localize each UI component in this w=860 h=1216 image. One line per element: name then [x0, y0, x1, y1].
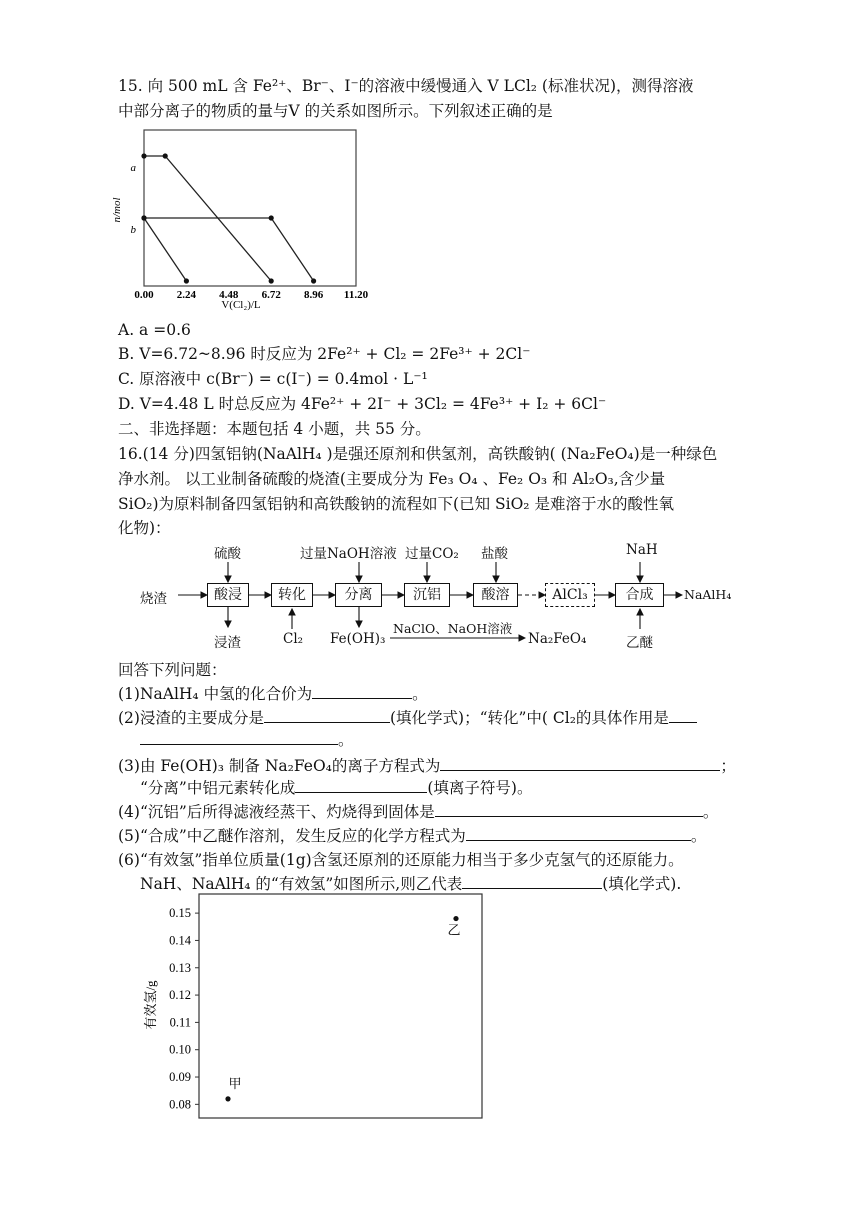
chart1-ylabel: n/mol: [111, 197, 123, 223]
point-label-0: 甲: [228, 1075, 242, 1091]
q16-3: (3)由 Fe(OH)₃ 制备 Na₂FeO₄的离子方程式为 ；: [118, 757, 736, 775]
xtick-2: 4.48: [219, 289, 239, 301]
flow-box-conversion: 转化: [271, 583, 313, 607]
q16-3-blank-a[interactable]: [440, 756, 720, 771]
series-line-1: [144, 218, 186, 281]
flow-start: 烧渣: [140, 591, 167, 607]
point-label-1: 乙: [447, 922, 461, 938]
xtick-5: 11.20: [343, 289, 368, 301]
ytick-a: a: [130, 162, 136, 174]
xtick-3: 6.72: [261, 289, 281, 301]
q16-5-text: (5)“合成”中乙醚作溶剂，发生反应的化学方程式为: [118, 827, 466, 845]
q15-line1: 15. 向 500 mL 含 Fe²⁺、Br⁻、I⁻的溶液中缓慢通入 V LCl₂ (标准状况)，测得溶液: [118, 77, 694, 95]
q16-2-blank-a[interactable]: [264, 708, 390, 723]
ytick-label-3: 0.11: [169, 1015, 191, 1030]
xtick-0: 0.00: [134, 289, 154, 301]
flow-branch-product: Na₂FeO₄: [528, 631, 587, 647]
flow-reagent-naoh: 过量NaOH溶液: [300, 546, 397, 562]
q16-6-text-b: NaH、NaAlH₄ 的“有效氢”如图所示,则乙代表: [140, 875, 463, 893]
flow-reagent-sulfuric-acid: 硫酸: [214, 546, 241, 562]
q16-5-blank[interactable]: [466, 826, 691, 841]
flow-residue: 浸渣: [214, 635, 241, 651]
flow-box-acid-leach: 酸浸: [207, 583, 249, 607]
ytick-label-2: 0.10: [169, 1042, 191, 1057]
chart-ion-amount: [108, 126, 368, 311]
q16-2: [118, 708, 697, 728]
q16-line1: 16.(14 分)四氢铝钠(NaAlH₄ )是强还原剂和供氢剂，高铁酸钠( (Na₂FeO₄)是一种绿色: [118, 445, 718, 463]
chart2-ylabel: 有效氢/g: [143, 980, 158, 1030]
q16-2-text-b: (填化学式)；“转化”中( Cl₂的具体作用是: [389, 709, 669, 727]
q16-2-cont: 。: [140, 730, 354, 750]
series-1-point-1: [184, 278, 189, 283]
flow-feoh3: Fe(OH)₃: [330, 631, 386, 647]
q16-5: (5)“合成”中乙醚作溶剂，发生反应的化学方程式为 。: [118, 827, 707, 845]
flow-diagram: [140, 540, 760, 655]
series-2-point-2: [311, 278, 316, 283]
xtick-4: 8.96: [303, 289, 324, 301]
series-line-2: [144, 218, 314, 281]
flow-box-acid-dissolve: 酸溶: [473, 583, 518, 607]
q15-line2: 中部分离子的物质的量与V 的关系如图所示。下列叙述正确的是: [118, 102, 553, 120]
q16-1-blank[interactable]: [312, 684, 412, 699]
flow-cl2: Cl₂: [283, 631, 304, 647]
chart-effective-hydrogen: [140, 890, 490, 1125]
q15-option-c: C. 原溶液中 c(Br⁻) = c(I⁻) = 0.4mol · L⁻¹: [118, 370, 428, 388]
q16-line3: SiO₂)为原料制备四氢铝钠和高铁酸钠的流程如下(已知 SiO₂ 是难溶于水的酸性氧: [118, 495, 674, 513]
q16-4-blank[interactable]: [435, 802, 703, 817]
series-0-point-1: [163, 153, 168, 158]
q16-6-text-c: (填化学式).: [602, 875, 682, 893]
flow-reagent-hcl: 盐酸: [481, 546, 508, 562]
ytick-label-6: 0.14: [169, 933, 191, 948]
q15-option-a: A. a =0.6: [118, 321, 191, 339]
q16-1-text: (1)NaAlH₄ 中氢的化合价为: [118, 685, 313, 703]
flow-product: NaAlH₄: [684, 587, 732, 602]
q16-1: (1)NaAlH₄ 中氢的化合价为 。: [118, 685, 428, 703]
section-2-heading: 二、非选择题：本题包括 4 小题，共 55 分。: [118, 420, 431, 438]
q16-line2: 净水剂。 以工业制备硫酸的烧渣(主要成分为 Fe₃ O₄ 、Fe₂ O₃ 和 Al₂O₃,含少量: [118, 470, 666, 488]
flow-reagent-co2: 过量CO₂: [405, 546, 459, 562]
q16-line4: 化物)：: [118, 519, 171, 537]
flow-box-precipitate-al: 沉铝: [404, 583, 450, 607]
series-2-point-0: [141, 215, 146, 220]
series-0-point-2: [269, 278, 274, 283]
point-0: [225, 1096, 230, 1101]
q16-2-blank-b[interactable]: [669, 708, 697, 723]
ytick-label-7: 0.15: [169, 906, 191, 921]
q16-2-blank-c[interactable]: [140, 730, 338, 745]
q15-option-d: D. V=4.48 L 时总反应为 4Fe²⁺ + 2I⁻ + 3Cl₂ = 4Fe³⁺ + I₂ + 6Cl⁻: [118, 395, 607, 413]
ytick-label-1: 0.09: [169, 1070, 191, 1085]
xtick-1: 2.24: [176, 289, 197, 301]
q16-6-blank[interactable]: [462, 874, 602, 889]
flow-box-separation: 分离: [335, 583, 382, 607]
chart1-xlabel: V(Cl₂)/L: [221, 299, 261, 311]
series-0-point-0: [141, 153, 146, 158]
q15-option-b: B. V=6.72~8.96 时反应为 2Fe²⁺ + Cl₂ = 2Fe³⁺ + 2Cl⁻: [118, 345, 531, 363]
q16-3-text-a: (3)由 Fe(OH)₃ 制备 Na₂FeO₄的离子方程式为: [118, 757, 441, 775]
flow-box-synthesis: 合成: [615, 583, 664, 607]
q16-2-text-a: (2)浸渣的主要成分是: [118, 709, 264, 727]
flow-box-alcl3: AlCl₃: [545, 583, 595, 607]
point-1: [453, 916, 458, 921]
q16-6-line1: (6)“有效氢”指单位质量(1g)含氢还原剂的还原能力相当于多少克氢气的还原能力。: [118, 851, 684, 869]
q16-4-text: (4)“沉铝”后所得滤液经蒸干、灼烧得到固体是: [118, 803, 435, 821]
q16-3-text-b: “分离”中铝元素转化成: [140, 779, 296, 797]
ytick-b: b: [130, 224, 136, 236]
flow-ether: 乙醚: [626, 635, 653, 651]
q16-3-text-c: (填离子符号)。: [427, 779, 533, 797]
answers-intro: 回答下列问题：: [118, 661, 227, 679]
flow-reagent-nah: NaH: [626, 542, 658, 558]
ytick-label-5: 0.13: [169, 960, 191, 975]
series-2-point-1: [269, 215, 274, 220]
ytick-label-0: 0.08: [169, 1097, 191, 1112]
q16-3-cont: [140, 778, 532, 798]
q16-3-blank-b[interactable]: [295, 778, 427, 793]
ytick-label-4: 0.12: [169, 988, 191, 1003]
flow-branch-reagent: NaClO、NaOH溶液: [393, 621, 513, 636]
q16-4: (4)“沉铝”后所得滤液经蒸干、灼烧得到固体是 。: [118, 803, 719, 821]
chart1-frame: [144, 130, 356, 286]
